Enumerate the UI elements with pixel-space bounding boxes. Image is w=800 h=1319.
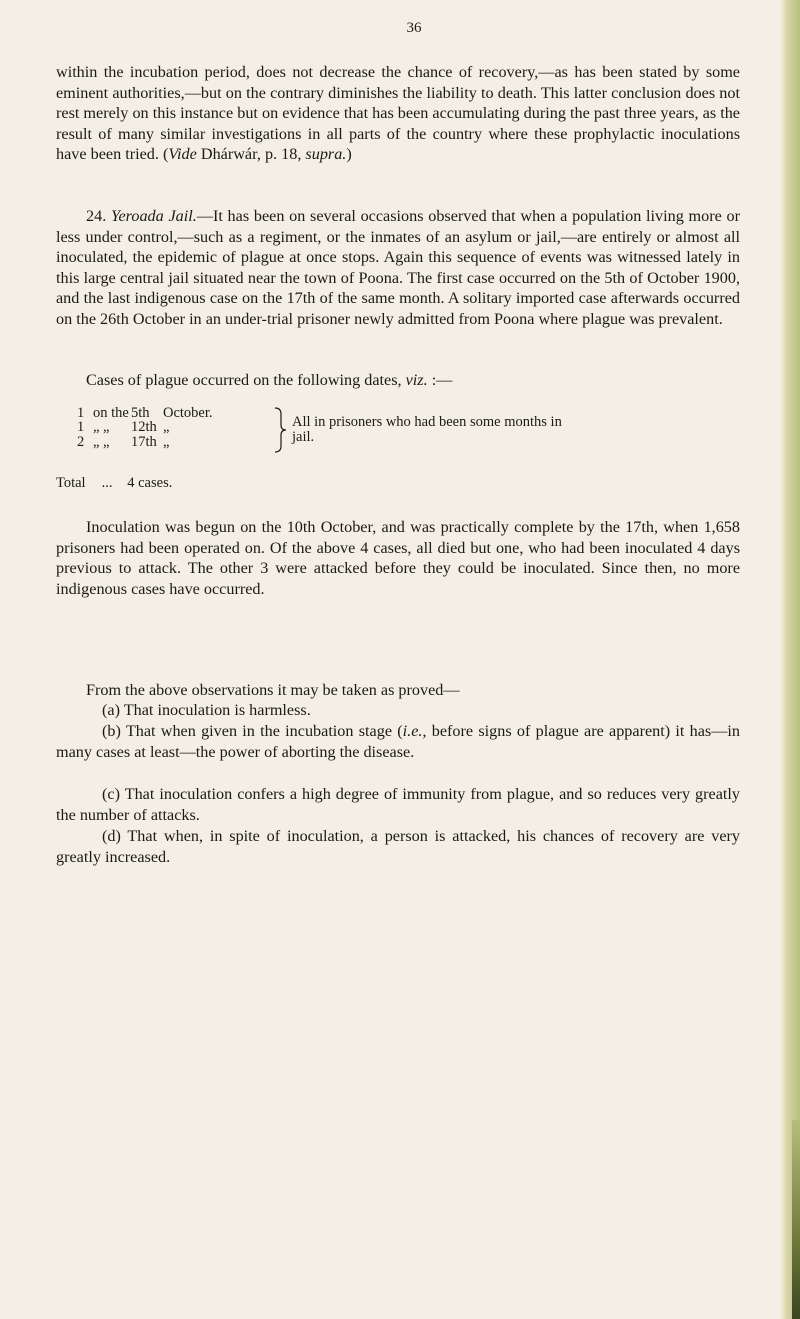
conclusion-item xyxy=(56,784,740,825)
conclusion-item xyxy=(56,721,740,762)
conclusion-letter: (a) xyxy=(102,701,120,719)
cases-note xyxy=(292,415,712,445)
case-date: 17th xyxy=(131,434,157,450)
ref-close: ) xyxy=(346,145,352,164)
conclusion-letter: (b) xyxy=(102,722,121,740)
cases-total xyxy=(56,473,356,494)
inoculation-text: Inoculation was begun on the 10th October, and was practically complete by the 17th, when 1,658 prisoners had been operated on. Of the above 4 cases, all died but one, who had been inoculated 4 days previous to attack. The other 3 were attacked before they could be inoculated. Since then, no more indigenous cases have occurred. xyxy=(56,518,740,598)
paragraph-continued xyxy=(56,62,740,165)
conclusion-text: That inoculation confers a high degree of immunity from plague, and so reduces very greatly the number of attacks. xyxy=(56,785,740,824)
case-month: October. xyxy=(163,405,213,421)
case-on: on the xyxy=(93,405,129,421)
case-month: „ xyxy=(163,434,170,450)
case-row xyxy=(56,435,276,450)
page-number: 36 xyxy=(406,20,422,36)
ie-abbrev: i.e., xyxy=(402,722,427,740)
cases-note-line: jail. xyxy=(292,429,315,445)
conclusion-item xyxy=(56,700,740,721)
inoculation-paragraph xyxy=(56,517,740,599)
case-on: „ „ xyxy=(93,419,110,435)
case-count: 1 xyxy=(77,419,85,435)
case-month: „ xyxy=(163,419,170,435)
section-text: —It has been on several occasions observed that when a population living more or less under control,—such as a regiment, or the inmates of an asylum or jail,—are entirely or almost all inoculated, the epidemic of plague at once stops. Again this sequence of events was witnessed lately in this large central jail situated near the town of Poona. The first case occurred on the 5th of October 1900, and the last indigenous case on the 17th of the same month. A solitary imported case afterwards occurred on the 26th October in an under-trial prisoner newly admitted from Poona where plague was prevalent. xyxy=(56,207,740,328)
conclusion-text: That when, in spite of inoculation, a person is attacked, his chances of recovery are very greatly increased. xyxy=(56,827,740,866)
brace-symbol xyxy=(272,406,292,454)
conclusions-intro xyxy=(56,680,740,701)
page-edge-stain xyxy=(792,1120,800,1319)
case-count: 1 xyxy=(77,405,85,421)
conclusion-text: That when given in the incubation stage ( xyxy=(125,722,403,740)
conclusion-text: before signs of plague are apparent) it has—in many cases at least—the power of aborting the disease. xyxy=(56,722,740,761)
section-heading: Yeroada Jail. xyxy=(110,207,197,225)
section-number: 24. xyxy=(86,207,107,225)
ref-supra: supra. xyxy=(305,145,347,164)
section-24-paragraph xyxy=(56,206,740,330)
case-count: 2 xyxy=(77,434,85,450)
conclusion-text: That inoculation is harmless. xyxy=(123,701,311,719)
ref-vide: Vide xyxy=(168,145,197,164)
conclusions-intro-text: From the above observations it may be taken as proved— xyxy=(86,681,460,699)
case-date: 5th xyxy=(131,405,150,421)
viz-abbrev: viz. xyxy=(405,371,428,389)
cases-intro xyxy=(86,370,740,391)
ref-open: ( xyxy=(162,145,169,164)
cases-list xyxy=(56,406,740,466)
conclusion-item xyxy=(56,826,740,867)
conclusion-letter: (c) xyxy=(102,785,120,803)
ref-place: Dhárwár, p. 18, xyxy=(196,145,306,164)
total-label: Total xyxy=(56,475,86,491)
cases-intro-end: :— xyxy=(427,371,453,389)
paragraph-text: within the incubation period, does not decrease the chance of recovery,—as has been stated by some eminent authorities,—but on the contrary diminishes the liability to death. This latter conclusion does not rest merely on this instance but on evidence that has been accumulating during the past three years, as the result of many similar investigations in all parts of the country where these prophylactic inoculations have been tried. xyxy=(56,63,740,164)
cases-intro-text: Cases of plague occurred on the following dates, xyxy=(86,371,406,389)
total-dots: ... xyxy=(101,475,113,491)
case-on: „ „ xyxy=(93,434,110,450)
cases-note-line: All in prisoners who had been some months in xyxy=(292,414,562,430)
conclusion-letter: (d) xyxy=(102,827,121,845)
case-row xyxy=(56,420,276,435)
total-value: 4 cases. xyxy=(127,475,173,491)
case-date: 12th xyxy=(131,419,157,435)
